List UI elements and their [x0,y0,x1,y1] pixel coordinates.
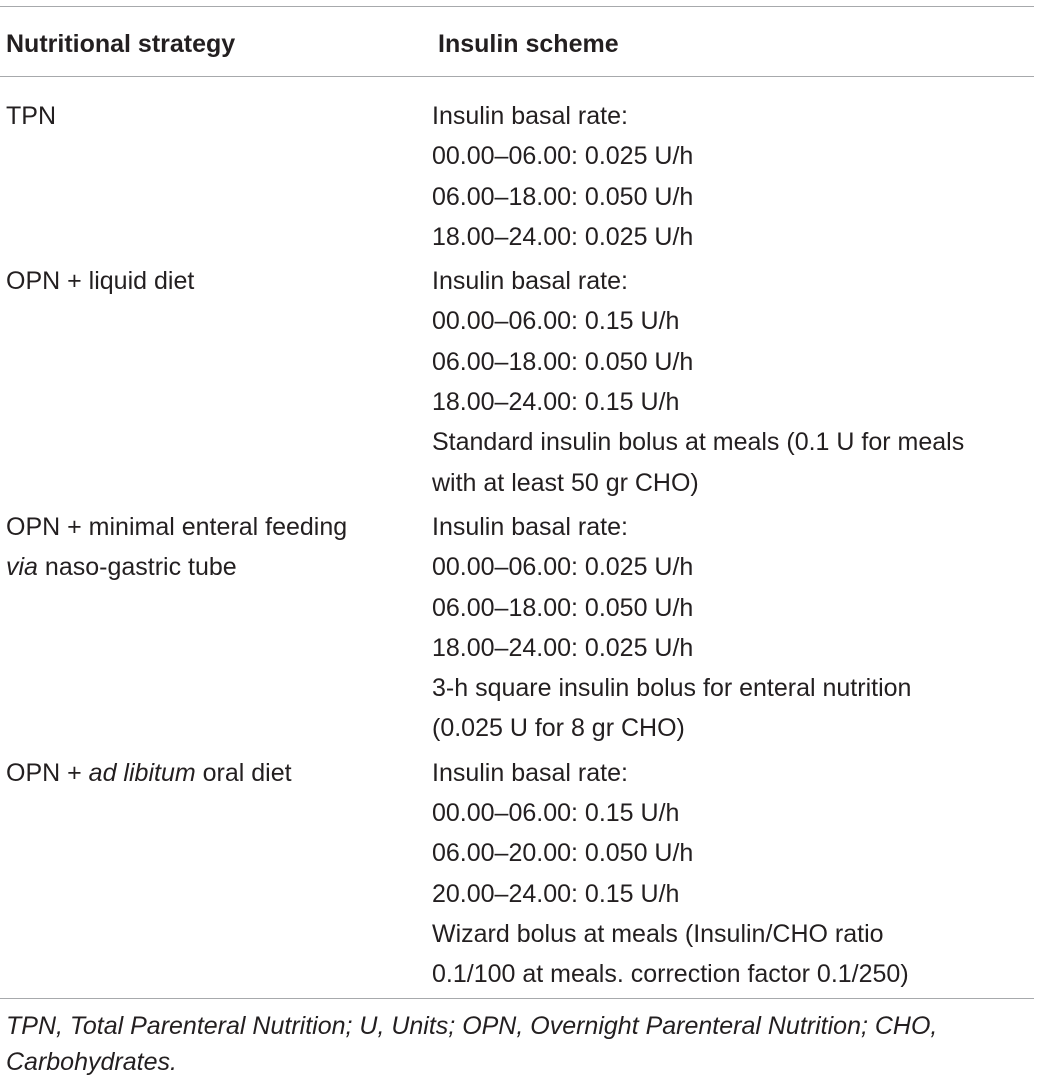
cell-scheme [432,753,1032,995]
cell-strategy [0,507,432,749]
table-footnote [6,1008,1036,1080]
scheme-line: 06.00–18.00: 0.050 U/h [432,182,694,211]
strategy-text-em: ad libitum [88,758,196,787]
scheme-line: Insulin basal rate: [432,102,628,130]
cell-scheme [432,261,1032,503]
scheme-line: 0.1/100 at meals. correction factor 0.1/250) [432,960,909,989]
scheme-line: Insulin basal rate: [432,758,628,787]
strategy-text-line2-em: via [6,553,38,582]
scheme-line: 18.00–24.00: 0.025 U/h [432,222,694,251]
table-row [0,753,1034,995]
table-body [0,96,1034,999]
scheme-line: 3-h square insulin bolus for enteral nutrition [432,674,912,703]
scheme-line: (0.025 U for 8 gr CHO) [432,714,685,743]
header-scheme: Insulin scheme [438,30,619,58]
cell-strategy [0,96,432,257]
table-top-rule [0,6,1034,7]
scheme-line: 18.00–24.00: 0.15 U/h [432,388,680,417]
scheme-line: 06.00–18.00: 0.050 U/h [432,593,694,622]
strategy-line [6,507,432,547]
cell-strategy [0,261,432,503]
strategy-line [6,261,432,301]
table-bottom-rule [0,998,1034,999]
strategy-text-pre: OPN + [6,758,89,787]
table-header-rule [0,76,1034,77]
scheme-line: Wizard bolus at meals (Insulin/CHO ratio [432,919,884,948]
cell-scheme [432,96,1032,257]
table-row [0,96,1034,257]
footnote-line: Carbohydrates. [6,1048,177,1076]
scheme-line: 00.00–06.00: 0.15 U/h [432,307,680,336]
table-header [0,24,1034,64]
table-row [0,261,1034,503]
scheme-line: 00.00–06.00: 0.025 U/h [432,553,694,582]
scheme-line: 00.00–06.00: 0.025 U/h [432,142,694,171]
footnote-line: TPN, Total Parenteral Nutrition; U, Units; OPN, Overnight Parenteral Nutrition; CHO, [6,1012,938,1040]
strategy-text-post: oral diet [195,758,292,787]
scheme-line: 06.00–18.00: 0.050 U/h [432,347,694,376]
strategy-line [6,96,432,136]
strategy-line [6,547,432,587]
header-strategy: Nutritional strategy [6,30,236,58]
scheme-line: 00.00–06.00: 0.15 U/h [432,799,680,828]
scheme-line: 06.00–20.00: 0.050 U/h [432,839,694,868]
table-row [0,507,1034,749]
strategy-line [6,753,432,793]
scheme-line: Insulin basal rate: [432,512,628,541]
cell-strategy [0,753,432,995]
strategy-text-line2-post: naso-gastric tube [37,553,237,582]
cell-scheme [432,507,1032,749]
strategy-text-pre: TPN [6,102,56,130]
strategy-text-pre: OPN + minimal enteral feeding [6,512,348,541]
scheme-line: 18.00–24.00: 0.025 U/h [432,633,694,662]
scheme-line: Standard insulin bolus at meals (0.1 U for meals [432,428,965,457]
scheme-line: with at least 50 gr CHO) [432,468,699,497]
scheme-line: Insulin basal rate: [432,267,628,296]
strategy-text-pre: OPN + liquid diet [6,267,195,296]
scheme-line: 20.00–24.00: 0.15 U/h [432,879,680,908]
